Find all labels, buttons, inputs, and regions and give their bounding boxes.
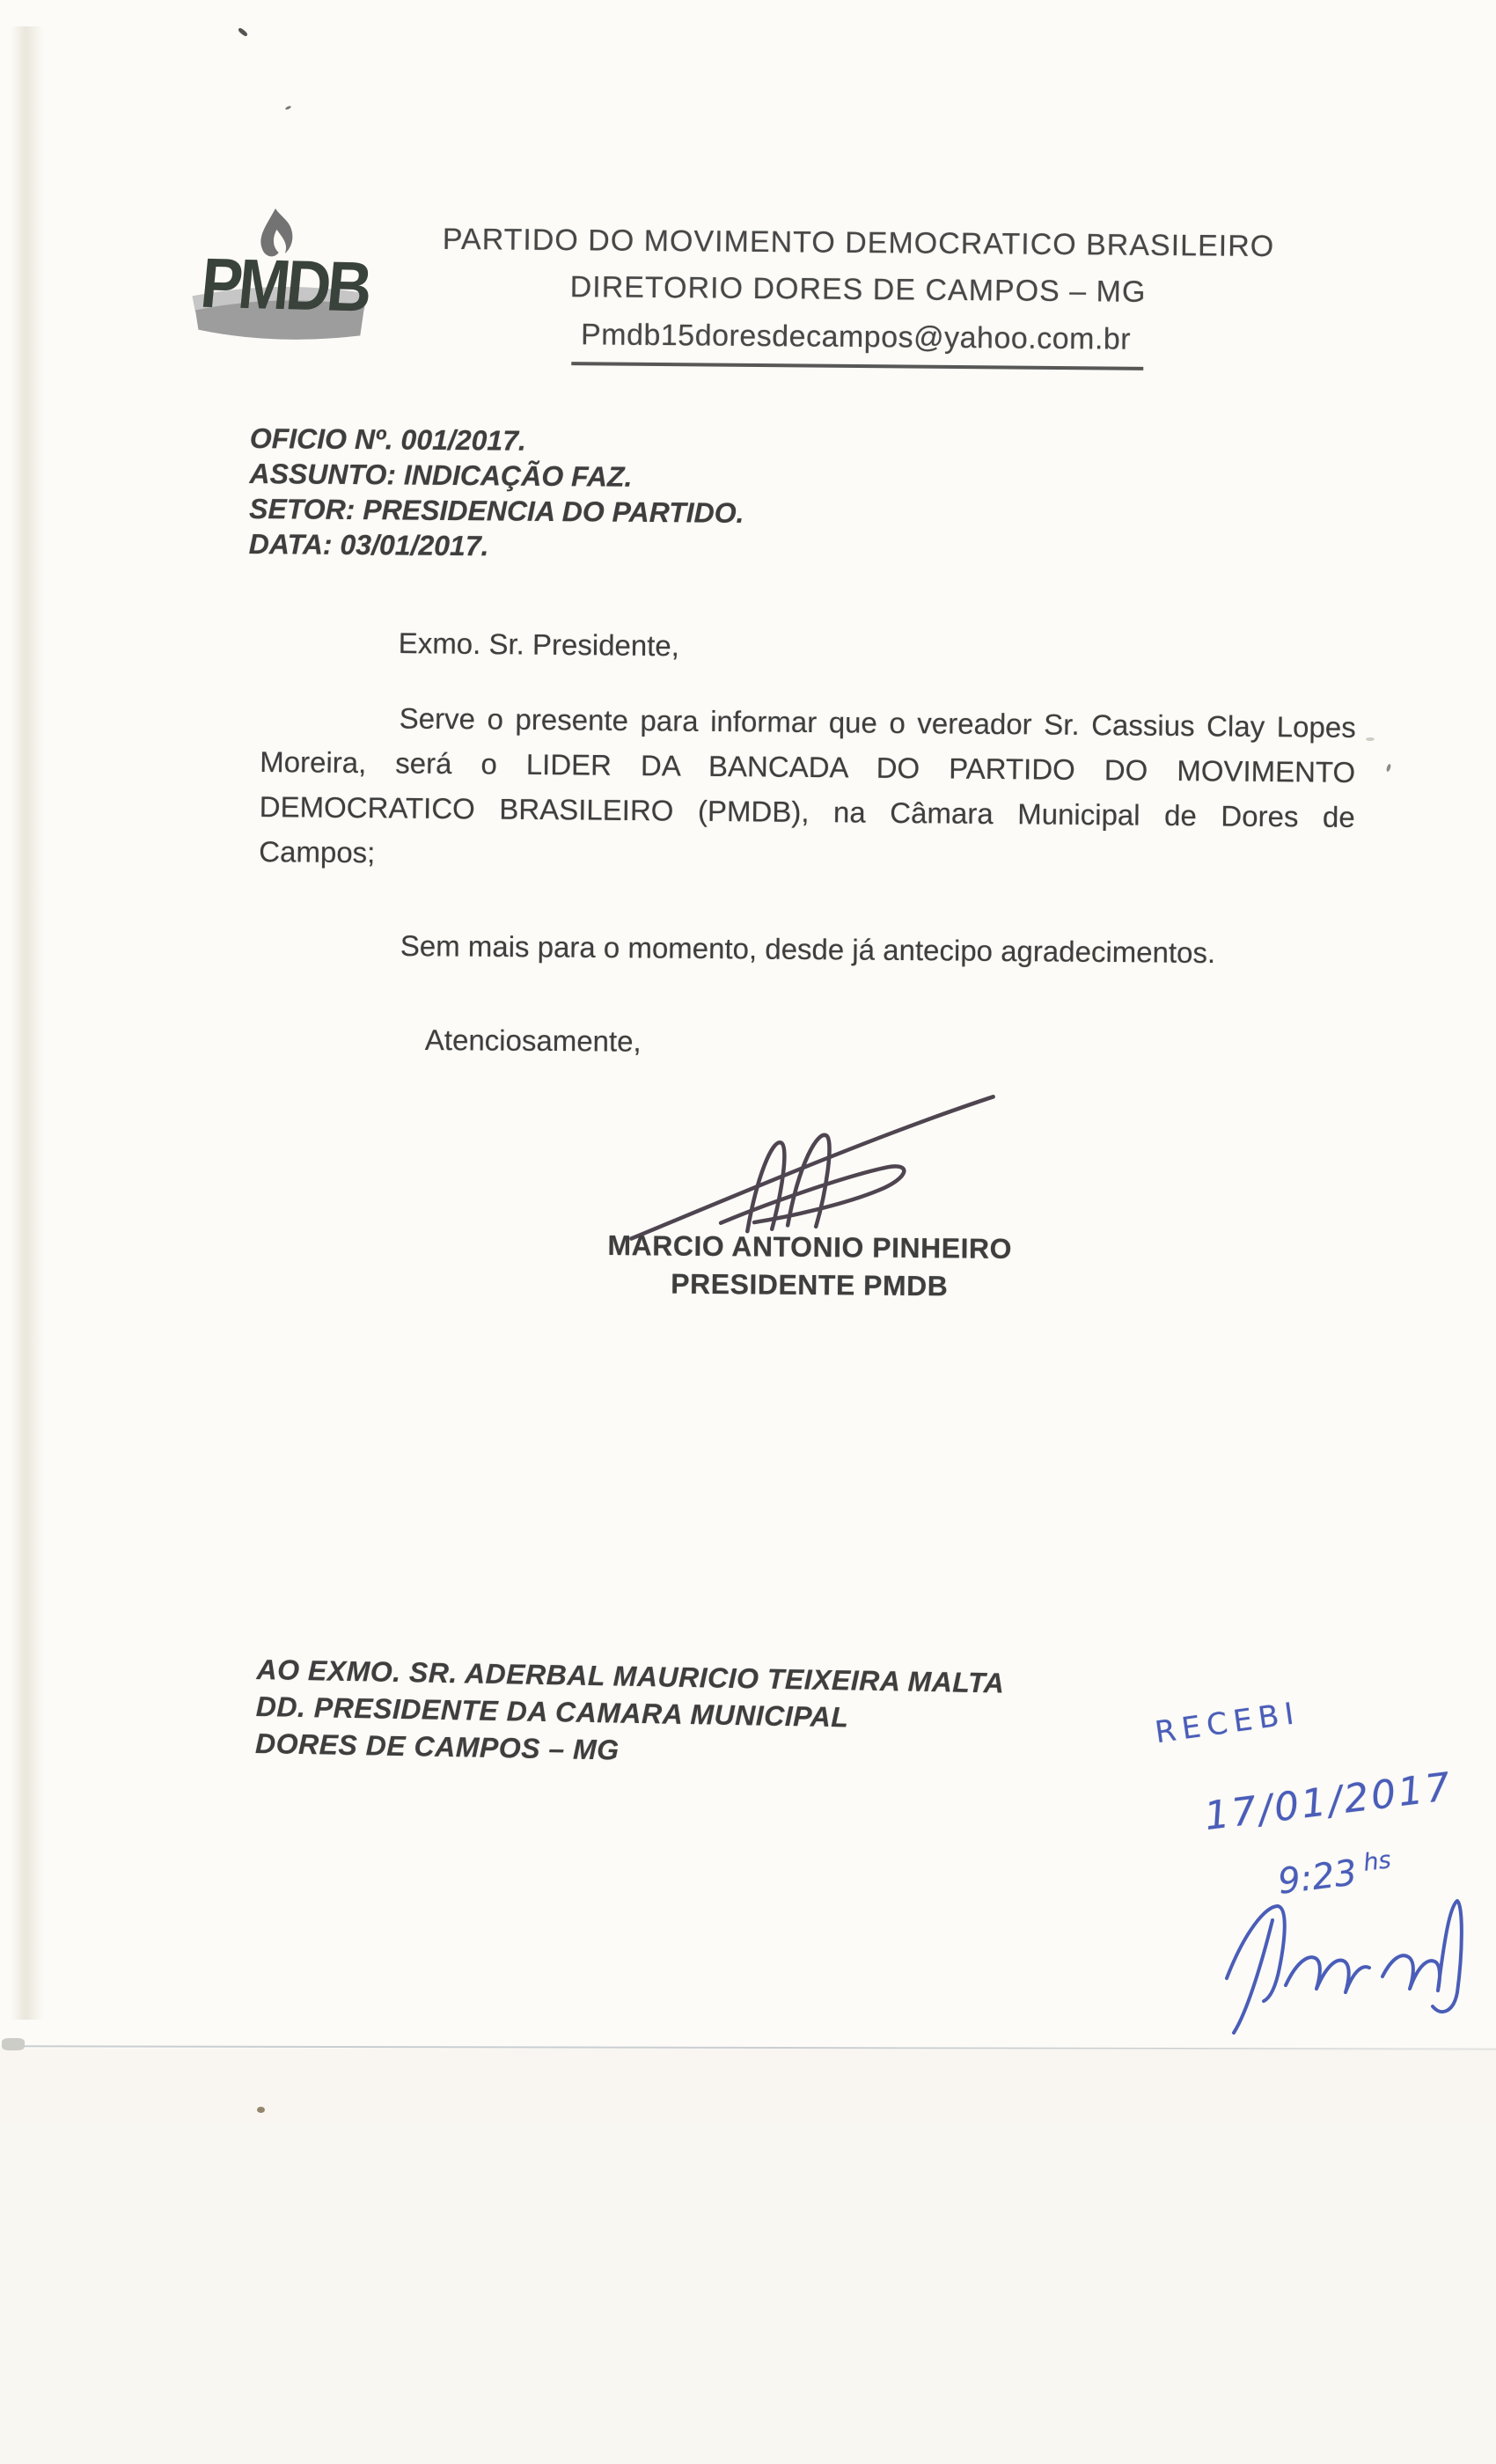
document-meta-block	[249, 421, 745, 566]
addressee-title: DD. PRESIDENTE DA CAMARA MUNICIPAL	[255, 1690, 849, 1734]
scan-edge-band	[11, 26, 44, 2020]
paragraph-line: Serve o presente para informar que o vereador Sr. Cassius Clay Lopes	[399, 701, 1356, 744]
paragraph-line: Moreira, será o LIDER DA BANCADA DO PARTIDO DO MOVIMENTO	[260, 744, 1356, 788]
scan-background-below-page	[0, 2049, 1496, 2464]
data-line: DATA: 03/01/2017.	[248, 527, 489, 562]
scan-speck	[1366, 737, 1375, 741]
paragraph-line: Campos;	[259, 834, 376, 869]
setor-line: SETOR: PRESIDENCIA DO PARTIDO.	[248, 492, 744, 529]
org-email: Pmdb15doresdecampos@yahoo.com.br	[572, 312, 1144, 370]
time-unit: hs	[1361, 1846, 1393, 1877]
addressee-city: DORES DE CAMPOS – MG	[254, 1727, 620, 1766]
scan-speck	[2, 2038, 25, 2050]
pmdb-logo-graphic	[187, 205, 372, 350]
closing-sentence: Sem mais para o momento, desde já antecipo agradecimentos.	[400, 929, 1216, 970]
receiver-signature	[1202, 1871, 1475, 2038]
scan-speck	[257, 2107, 265, 2113]
addressee-name: AO EXMO. SR. ADERBAL MAURICIO TEIXEIRA MALTA	[256, 1653, 1005, 1699]
signer-title: PRESIDENTE PMDB	[671, 1267, 949, 1302]
assunto-line: ASSUNTO: INDICAÇÃO FAZ.	[249, 457, 633, 493]
paragraph-line: DEMOCRATICO BRASILEIRO (PMDB), na Câmara Municipal de Dores de	[259, 789, 1355, 833]
main-paragraph	[259, 694, 1356, 884]
regards-line: Atenciosamente,	[424, 1023, 642, 1058]
letterhead-org-block	[378, 216, 1338, 372]
oficio-number: OFICIO Nº. 001/2017.	[249, 422, 527, 457]
handwritten-received-date: 17/01/2017	[1201, 1764, 1456, 1840]
scan-speck	[1386, 764, 1392, 773]
org-name: PARTIDO DO MOVIMENTO DEMOCRATICO BRASILEIRO	[442, 222, 1275, 264]
logo-text: PMDB	[197, 243, 372, 326]
signer-name: MARCIO ANTONIO PINHEIRO	[607, 1228, 1013, 1265]
president-signature	[612, 1084, 1002, 1250]
scan-speck	[285, 106, 292, 111]
addressee-block	[255, 1651, 1005, 1776]
pmdb-logo	[187, 205, 372, 350]
handwritten-received-label: RECEBI	[1153, 1695, 1302, 1751]
time-value: 9:23	[1275, 1852, 1360, 1903]
org-directory: DIRETORIO DORES DE CAMPOS – MG	[569, 270, 1147, 309]
scan-speck	[238, 27, 248, 38]
salutation: Exmo. Sr. Presidente,	[398, 627, 680, 663]
signer-block	[524, 1226, 1096, 1307]
